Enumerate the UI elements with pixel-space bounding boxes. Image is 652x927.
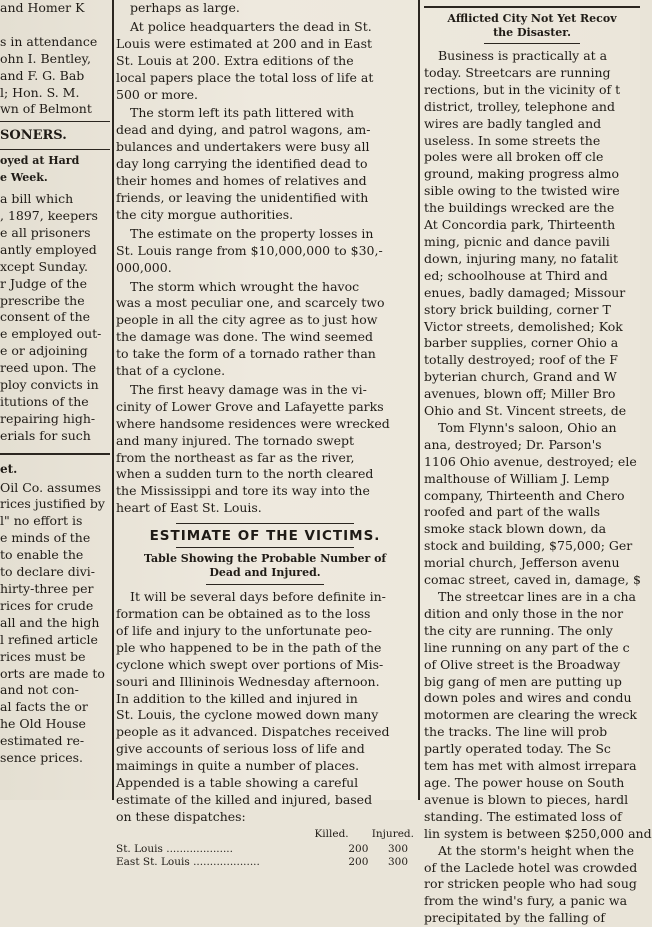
text-line: all and the high [0, 614, 100, 630]
text-line: on these dispatches: [116, 808, 246, 824]
text-line: smoke stack blown down, da [424, 521, 607, 537]
text-line: the tracks. The line will prob [424, 724, 608, 740]
text-line: enues, badly damaged; Missour [424, 284, 626, 300]
text-line: ohn I. Bentley, [0, 50, 91, 66]
text-line: St. Louis range from $10,000,000 to $30,- [116, 242, 383, 258]
divider [176, 547, 354, 548]
text-line: roofed and part of the walls [424, 504, 601, 520]
text-line: al facts the or [0, 699, 88, 715]
right-column-article-text [424, 48, 652, 927]
text-line: The first heavy damage was in the vi- [130, 381, 367, 397]
text-line: of Olive street is the Broadway [424, 656, 621, 672]
column-rule [418, 0, 420, 800]
text-line: e minds of the [0, 530, 91, 546]
headline: ESTIMATE OF THE VICTIMS. [149, 528, 381, 545]
text-line: morial church, Jefferson avenu [424, 555, 620, 571]
text-line: a bill which [0, 191, 74, 207]
text-line: Business is practically at a [438, 48, 608, 63]
text-line: e employed out- [0, 326, 102, 342]
text-line: souri and Illininois Wednesday afternoon. [116, 673, 380, 689]
divider [176, 523, 354, 524]
text-line: formation can be obtained as to the loss [116, 606, 371, 621]
divider [484, 43, 580, 44]
text-line: malthouse of William J. Lemp [424, 470, 610, 486]
section-subheading [0, 153, 110, 187]
killed-cell: 200 [348, 855, 369, 868]
paragraph [424, 48, 640, 420]
text-line: Oil Co. assumes [0, 479, 102, 495]
text-line: e all prisoners [0, 224, 91, 240]
text-line: sible owing to the twisted wire [424, 183, 620, 199]
text-line: St. Louis at 200. Extra editions of the [116, 52, 354, 68]
table-row [116, 856, 414, 869]
text-line: story brick building, corner T [424, 301, 611, 317]
divider [0, 149, 110, 150]
text-line: down poles and wires and condu [424, 690, 632, 706]
left-column-body-text-2 [0, 480, 110, 767]
text-line: barber supplies, corner Ohio a [424, 335, 619, 351]
text-line [0, 17, 110, 34]
paragraph [116, 19, 414, 104]
text-line: big gang of men are putting up [424, 673, 622, 689]
text-line: prescribe the [0, 292, 85, 308]
text-line: and many injured. The tornado swept [116, 432, 354, 448]
left-column-top-text [0, 0, 110, 118]
text-line: standing. The estimated loss of [424, 808, 622, 824]
text-line: perhaps as large. [130, 0, 240, 15]
text-line: and Homer K [0, 0, 85, 15]
text-line: useless. In some streets the [424, 132, 601, 148]
middle-column-article-text [116, 0, 414, 517]
text-line: byterian church, Grand and W [424, 369, 617, 385]
text-line: 1106 Ohio avenue, destroyed; ele [424, 453, 637, 469]
paragraph [116, 0, 414, 17]
text-line: Table Showing the Probable Number of [143, 552, 387, 566]
text-line: hirty-three per [0, 581, 94, 596]
text-line: ple who happened to be in the path of the [116, 639, 382, 655]
text-line: itutions of the [0, 393, 89, 409]
text-line: that of a cyclone. [116, 363, 226, 379]
text-line: bulances and undertakers were busy all [116, 139, 370, 155]
text-line: The storm which wrought the havoc [130, 278, 360, 294]
text-line: s in attendance [0, 33, 98, 49]
text-line: Dead and Injured. [209, 566, 321, 580]
paragraph [116, 382, 414, 517]
text-line: dition and only those in the nor [424, 605, 624, 621]
paragraph [116, 226, 414, 277]
text-line: r Judge of the [0, 275, 87, 291]
paragraph [424, 589, 652, 843]
text-line: people as it advanced. Dispatches received [116, 724, 390, 740]
text-line: The streetcar lines are in a cha [438, 589, 636, 604]
text-line: poles were all broken off cle [424, 149, 604, 165]
text-line: ploy convicts in [0, 377, 99, 393]
text-line: Afflicted City Not Yet Recov [447, 12, 617, 25]
text-line: of the Laclede hotel was crowded [424, 859, 638, 875]
injured-cell: 300 [387, 842, 408, 855]
paragraph [424, 420, 640, 589]
text-line: day long carrying the identified dead to [116, 156, 368, 172]
paragraph [116, 589, 414, 826]
text-line: St. Louis, the cyclone mowed down many [116, 707, 379, 723]
text-line: The estimate on the property losses in [130, 225, 374, 241]
table-header-killed: Killed. [314, 827, 349, 840]
text-line: It will be several days before definite in- [130, 589, 386, 605]
text-line: and not con- [0, 682, 79, 698]
text-line: l refined article [0, 631, 98, 647]
column-rule [112, 0, 114, 800]
text-line: ana, destroyed; Dr. Parson's [424, 436, 602, 452]
text-line: the Disaster. [493, 26, 571, 39]
left-column-body-text [0, 191, 110, 445]
text-line: cyclone which swept over portions of Mis- [116, 656, 384, 672]
paragraph [424, 843, 640, 927]
text-line: company, Thirteenth and Chero [424, 487, 625, 503]
text-line: At police headquarters the dead in St. [130, 18, 372, 34]
right-column [424, 0, 652, 926]
text-line: ror stricken people who had soug [424, 876, 637, 892]
text-line: , 1897, keepers [0, 207, 98, 223]
text-line: was a most peculiar one, and scarcely two [116, 295, 385, 311]
text-line: estimated re- [0, 733, 85, 749]
text-line: to take the form of a tornado rather than [116, 346, 376, 362]
right-headline [424, 12, 640, 40]
text-line: of life and injury to the unfortunate peo- [116, 622, 372, 638]
divider [424, 6, 640, 8]
text-line: rices for crude [0, 597, 94, 613]
text-line: totally destroyed; roof of the F [424, 352, 618, 368]
text-line: local papers place the total loss of life at [116, 69, 374, 85]
text-line: wn of Belmont [0, 101, 92, 117]
text-line: when a sudden turn to the north cleared [116, 466, 374, 482]
text-line: Ohio and St. Vincent streets, de [424, 403, 627, 419]
text-line: orts are made to [0, 665, 105, 681]
section-heading-2: et. [0, 461, 18, 476]
text-line: ground, making progress almo [424, 166, 619, 182]
text-line: l" no effort is [0, 513, 83, 529]
text-line: the city morgue authorities. [116, 206, 294, 222]
text-line: give accounts of serious loss of life and [116, 741, 365, 757]
text-line: In addition to the killed and injured in [116, 690, 358, 706]
text-line: The storm left its path littered with [130, 105, 355, 121]
text-line: the Mississippi and tore its way into the [116, 483, 370, 499]
text-line: avenue is blown to pieces, hardl [424, 791, 629, 807]
text-line: district, trolley, telephone and [424, 98, 615, 114]
text-line: sence prices. [0, 750, 83, 766]
text-line: tem has met with almost irrepara [424, 758, 637, 774]
text-line: the city are running. The only [424, 622, 613, 638]
left-column [0, 0, 110, 800]
text-line: oyed at Hard [0, 154, 80, 168]
text-line: antly employed [0, 241, 97, 257]
text-line: erials for such [0, 427, 91, 443]
text-line: and F. G. Bab [0, 67, 85, 83]
text-line: xcept Sunday. [0, 258, 88, 274]
text-line: e Week. [0, 171, 48, 185]
text-line: consent of the [0, 309, 91, 325]
text-line: Victor streets, demolished; Kok [424, 318, 623, 334]
text-line: At Concordia park, Thirteenth [424, 217, 616, 233]
text-line: comac street, caved in, damage, $ [424, 572, 641, 588]
paragraph [116, 105, 414, 223]
place-cell: St. Louis .................... [116, 842, 233, 855]
text-line: from the northeast as far as the river, [116, 449, 355, 465]
middle-column [116, 0, 414, 868]
killed-cell: 200 [348, 842, 369, 855]
text-line: Tom Flynn's saloon, Ohio an [438, 419, 617, 435]
text-line: lin system is between $250,000 and [424, 825, 652, 841]
text-line: ed; schoolhouse at Third and [424, 267, 608, 283]
text-line: where handsome residences were wrecked [116, 415, 390, 431]
subheadline [116, 552, 414, 580]
text-line: today. Streetcars are running [424, 64, 611, 80]
text-line: heart of East St. Louis. [116, 500, 262, 516]
table-header [116, 826, 414, 843]
text-line: reed upon. The [0, 360, 97, 376]
middle-column-article-text-2 [116, 589, 414, 826]
divider [0, 453, 110, 455]
text-line: rices must be [0, 648, 86, 664]
text-line: e or adjoining [0, 343, 88, 359]
text-line: estimate of the killed and injured, based [116, 791, 373, 807]
text-line: precipitated by the falling of [424, 910, 605, 926]
paragraph [116, 279, 414, 380]
text-line: Appended is a table showing a careful [116, 775, 359, 791]
text-line: the damage was done. The wind seemed [116, 329, 373, 345]
table-header-injured: Injured. [371, 827, 414, 840]
text-line: avenues, blown off; Miller Bro [424, 386, 616, 402]
table-row [116, 843, 414, 856]
text-line: down, injuring many, no fatalit [424, 250, 619, 266]
text-line: their homes and homes of relatives and [116, 173, 367, 189]
text-line: ming, picnic and dance pavili [424, 233, 610, 249]
text-line: maimings in quite a number of places. [116, 758, 360, 774]
text-line: At the storm's height when the [438, 842, 635, 858]
text-line: cinity of Lower Grove and Lafayette parks [116, 398, 384, 414]
divider [0, 121, 110, 122]
text-line: partly operated today. The Sc [424, 741, 611, 757]
text-line: age. The power house on South [424, 774, 625, 790]
text-line: stock and building, $75,000; Ger [424, 538, 633, 554]
text-line: line running on any part of the c [424, 639, 630, 655]
injured-cell: 300 [387, 855, 408, 868]
text-line: 500 or more. [116, 86, 199, 102]
casualty-table [116, 843, 414, 869]
text-line: rices justified by [0, 496, 105, 512]
text-line: he Old House [0, 716, 86, 732]
text-line: 000,000. [116, 259, 172, 275]
text-line: to enable the [0, 547, 84, 563]
divider [206, 584, 324, 585]
text-line: wires are badly tangled and [424, 115, 602, 131]
text-line: people in all the city agree as to just how [116, 312, 378, 328]
text-line: l; Hon. S. M. [0, 84, 80, 100]
place-cell: East St. Louis .................... [116, 855, 260, 868]
text-line: motormen are clearing the wreck [424, 707, 637, 723]
text-line: friends, or leaving the unidentified with [116, 189, 369, 205]
text-line: dead and dying, and patrol wagons, am- [116, 122, 371, 138]
section-heading: SONERS. [0, 128, 67, 144]
text-line: rections, but in the vicinity of t [424, 81, 621, 97]
text-line: the buildings wrecked are the [424, 200, 615, 216]
text-line: to declare divi- [0, 564, 96, 580]
text-line: Louis were estimated at 200 and in East [116, 35, 373, 51]
text-line: repairing high- [0, 410, 96, 426]
text-line: from the wind's fury, a panic wa [424, 893, 628, 909]
